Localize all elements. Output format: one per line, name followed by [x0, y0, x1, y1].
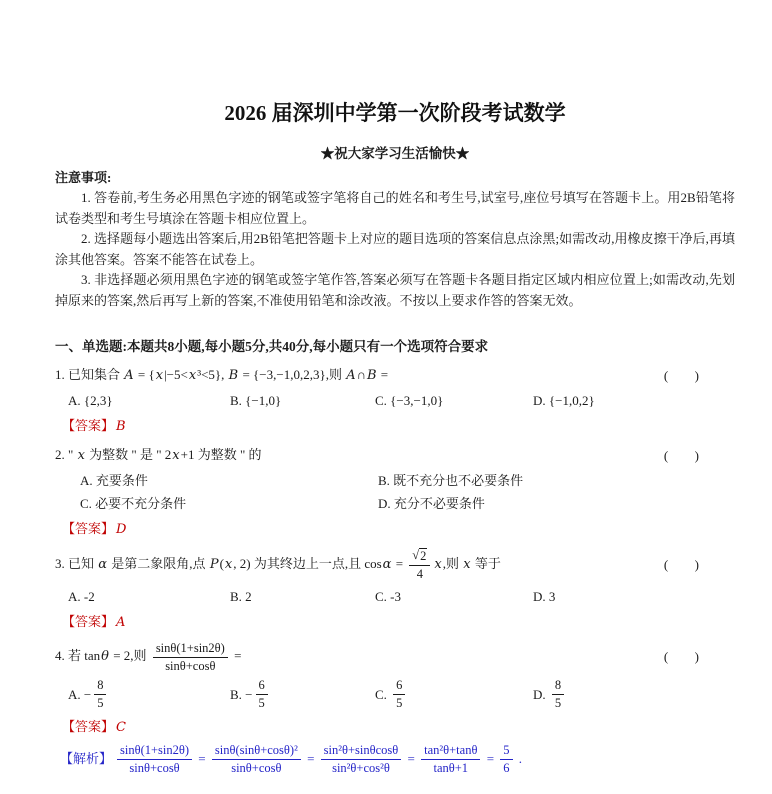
- text-run: ³<5},: [197, 367, 228, 382]
- answer-value: D: [116, 522, 127, 537]
- answer-value: B: [116, 419, 126, 434]
- text-run: 2. ": [55, 447, 77, 462]
- text-run: -2: [83, 588, 95, 604]
- fraction-numerator: 8: [94, 678, 106, 695]
- question-stem-line: [55, 444, 735, 467]
- text-run: = 2,则: [109, 647, 150, 663]
- text-run: =: [404, 751, 419, 767]
- fraction-denominator: sinθ+cosθ: [231, 760, 282, 775]
- text-run: 3: [548, 588, 556, 604]
- text-run: −: [245, 687, 253, 702]
- answer-line: [62, 415, 735, 437]
- text-run: +1 为整数 " 的: [180, 447, 262, 462]
- fraction-numerator: 6: [256, 678, 268, 695]
- text-run: {−1,0}: [245, 393, 282, 408]
- text-run: 为整数 " 是 " 2: [85, 447, 172, 462]
- fraction-numerator: 6: [393, 678, 405, 695]
- fraction-numerator: sinθ(1+sin2θ): [117, 743, 192, 760]
- notice-paragraph-2: 2. 选择题每小题选出答案后,用2B铅笔把答题卡上对应的题目选项的答案信息点涂黑;如需改动,用橡皮擦干净后,再填涂其他答案。答案不能答在试卷上。: [55, 231, 735, 267]
- option-item: [533, 677, 735, 712]
- option-item: [230, 390, 375, 411]
- text-run: 1. 已知集合: [55, 367, 124, 382]
- fraction-numerator: 5: [500, 743, 512, 760]
- radical-sign: √: [412, 548, 420, 562]
- question-stem: [55, 364, 388, 387]
- fraction-numerator: [409, 548, 430, 566]
- text-run: 是第二象限角,点: [108, 555, 209, 571]
- math-variable: x: [155, 368, 164, 383]
- math-variable: x: [434, 556, 442, 572]
- fraction-numerator: sinθ(1+sin2θ): [153, 641, 228, 658]
- math-variable: A: [124, 368, 134, 383]
- fraction-denominator: sin²θ+cos²θ: [332, 760, 390, 775]
- text-run: = {−3,−1,0,2,3},则: [239, 367, 346, 382]
- option-item: [375, 586, 533, 607]
- answer-paren-slot: ( ): [663, 556, 700, 572]
- option-item: [68, 677, 230, 712]
- text-run: = {: [134, 367, 155, 382]
- text-run: −: [83, 687, 92, 702]
- option-item: [378, 493, 735, 514]
- text-run: {2,3}: [83, 393, 113, 408]
- answer-line: [62, 716, 735, 738]
- fraction-numerator: 8: [552, 678, 564, 695]
- option-item: [68, 586, 230, 607]
- question-block: [55, 364, 735, 437]
- fraction-denominator: 5: [554, 696, 562, 710]
- math-variable: P: [209, 556, 219, 572]
- option-label: C.: [375, 393, 391, 408]
- math-variable: x: [172, 448, 180, 463]
- question-block: [55, 640, 735, 777]
- option-label: B.: [378, 473, 394, 488]
- fraction: [321, 743, 402, 776]
- option-label: C.: [375, 588, 391, 604]
- option-label: D.: [378, 496, 394, 511]
- text-run: =: [195, 751, 209, 767]
- text-run: (: [219, 555, 224, 571]
- fraction: [421, 743, 480, 776]
- option-item: [80, 493, 378, 514]
- question-stem: [55, 640, 241, 675]
- fraction: [409, 548, 430, 582]
- fraction: [256, 678, 268, 711]
- notice-label: 注意事项:: [55, 170, 112, 185]
- question-stem: [55, 547, 501, 583]
- option-label: C.: [80, 496, 96, 511]
- notice-paragraph-1: 1. 答卷前,考生务必用黑色字迹的钢笔或签字笔将自己的姓名和考生号,试室号,座位号填写在答题卡上。用2B铅笔将试卷类型和考生号填涂在答题卡相应位置上。: [55, 190, 735, 226]
- question-stem-line: [55, 547, 735, 583]
- option-label: C.: [375, 687, 391, 702]
- text-run: , 2) 为其终边上一点,且 cos: [233, 555, 382, 571]
- question-stem-line: [55, 364, 735, 387]
- option-item: [230, 677, 375, 712]
- question-stem: [55, 444, 262, 467]
- option-item: [230, 586, 375, 607]
- option-label: D.: [533, 687, 549, 702]
- option-item: [375, 677, 533, 712]
- answer-paren-slot: ( ): [663, 447, 700, 463]
- fraction: [94, 678, 106, 711]
- text-run: |−5<: [164, 367, 188, 382]
- fraction-denominator: 5: [97, 696, 104, 710]
- text-run: =: [483, 751, 498, 767]
- math-variable: x: [77, 448, 85, 463]
- text-run: ∩: [356, 367, 366, 382]
- text-run: 4. 若 tan: [55, 647, 101, 663]
- fraction: [153, 641, 228, 674]
- math-variable: α: [98, 556, 108, 572]
- analysis-line: [60, 742, 735, 777]
- answer-label: 【答案】: [62, 613, 115, 629]
- text-run: 3. 已知: [55, 555, 98, 571]
- fraction-denominator: sinθ+cosθ: [129, 760, 180, 775]
- fraction-denominator: 5: [396, 696, 403, 710]
- math-variable: x: [463, 556, 471, 572]
- radicand: 2: [420, 549, 427, 563]
- math-variable: θ: [101, 648, 109, 664]
- notice-paragraph-3: 3. 非选择题必须用黑色字迹的钢笔或签字笔作答,答案必须写在答题卡各题目指定区域内相应位置上;如需改动,先划掉原来的答案,然后再写上新的答案,不准使用铅笔和涂改液。不按以上要求作答的答案无效。: [55, 272, 735, 308]
- math-variable: x: [224, 556, 233, 572]
- math-variable: B: [228, 368, 239, 383]
- question-block: [55, 547, 735, 633]
- math-variable: α: [382, 556, 392, 572]
- option-label: A.: [68, 687, 84, 702]
- fraction: [552, 678, 564, 711]
- option-item: [80, 470, 378, 491]
- text-run: =: [230, 647, 242, 663]
- option-item: [533, 586, 735, 607]
- answer-line: [62, 518, 735, 540]
- option-label: B.: [230, 393, 246, 408]
- text-run: {−3,−1,0}: [390, 393, 444, 408]
- exam-title: 2026 届深圳中学第一次阶段考试数学: [224, 101, 566, 125]
- fraction: [212, 743, 301, 776]
- fraction: [393, 678, 405, 711]
- question-stem-line: [55, 640, 735, 675]
- questions: [55, 364, 735, 776]
- text-run: 充要条件: [95, 473, 148, 488]
- fraction-denominator: 5: [258, 696, 265, 710]
- text-run: 2: [245, 588, 252, 604]
- fraction-denominator: tanθ+1: [433, 760, 469, 775]
- text-run: .: [515, 751, 523, 767]
- fraction-numerator: sin²θ+sinθcosθ: [321, 743, 402, 760]
- text-run: 必要不充分条件: [95, 496, 187, 511]
- option-item: [375, 390, 533, 411]
- option-item: [533, 390, 735, 411]
- options-row: [55, 470, 735, 514]
- answer-paren-slot: ( ): [663, 649, 700, 664]
- text-run: 既不充分也不必要条件: [393, 473, 524, 488]
- section-heading: 一、单选题:本题共8小题,每小题5分,共40分,每小题只有一个选项符合要求: [55, 339, 489, 354]
- question-block: [55, 444, 735, 540]
- sqrt-radical: [412, 548, 427, 564]
- option-label: D.: [533, 588, 549, 604]
- exam-subtitle: ★祝大家学习生活愉快★: [320, 146, 470, 161]
- text-run: =: [303, 751, 318, 767]
- option-label: A.: [80, 473, 96, 488]
- text-run: 等于: [471, 555, 501, 571]
- answer-label: 【答案】: [62, 718, 115, 734]
- answer-value: C: [116, 719, 126, 735]
- options-row: [55, 677, 735, 712]
- answer-line: [62, 611, 735, 633]
- fraction-denominator: 4: [416, 567, 423, 581]
- answer-label: 【答案】: [62, 521, 115, 536]
- text-run: =: [377, 367, 389, 382]
- text-run: -3: [390, 588, 402, 604]
- option-label: B.: [230, 588, 246, 604]
- fraction-numerator: sinθ(sinθ+cosθ)²: [212, 743, 301, 760]
- option-item: [378, 470, 735, 491]
- math-variable: A: [346, 368, 356, 383]
- text-run: {−1,0,2}: [548, 393, 595, 408]
- text-run: 充分不必要条件: [393, 496, 485, 511]
- option-label: A.: [68, 588, 84, 604]
- answer-label: 【答案】: [62, 418, 115, 433]
- text-run: ,则: [442, 555, 463, 571]
- fraction-numerator: tan²θ+tanθ: [421, 743, 480, 760]
- answer-value: A: [116, 614, 126, 630]
- options-row: [55, 390, 735, 411]
- math-variable: x: [188, 368, 197, 383]
- analysis-label: 【解析】: [60, 751, 113, 767]
- fraction-denominator: 6: [503, 760, 510, 775]
- answer-paren-slot: ( ): [663, 367, 700, 383]
- options-row: [55, 586, 735, 607]
- option-label: A.: [68, 393, 84, 408]
- fraction-denominator: sinθ+cosθ: [165, 658, 216, 673]
- fraction: [500, 743, 512, 776]
- math-variable: B: [366, 368, 377, 383]
- fraction: [117, 743, 192, 776]
- option-label: B.: [230, 687, 246, 702]
- text-run: =: [392, 555, 407, 571]
- option-item: [68, 390, 230, 411]
- option-label: D.: [533, 393, 549, 408]
